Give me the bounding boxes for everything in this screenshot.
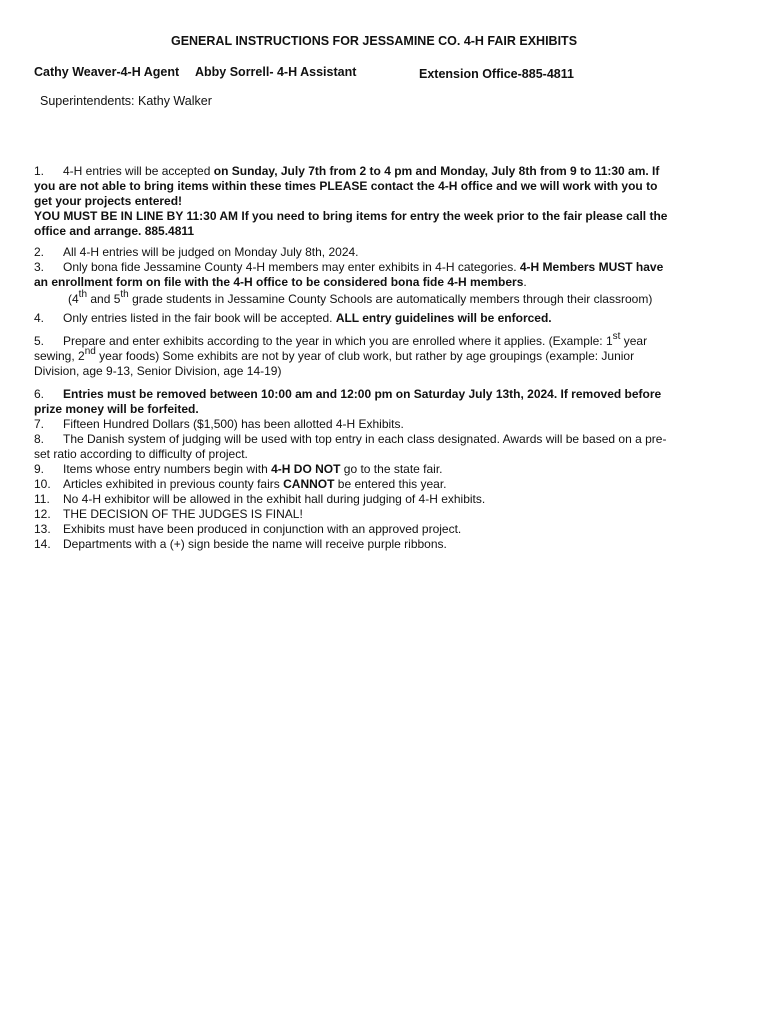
instruction-5: 5. Prepare and enter exhibits according to the year in which you are enrolled where it applies. (Example: 1st year sewing, 2nd year foods) Some exhibits are not by year of club work, but rather by age groupings (example: Junior Division, age 9-13, Senior Division, age 14-19) xyxy=(34,331,648,378)
page-title: GENERAL INSTRUCTIONS FOR JESSAMINE CO. 4-H FAIR EXHIBITS xyxy=(170,34,578,48)
instruction-1: 1. 4-H entries will be accepted on Sunday, July 7th from 2 to 4 pm and Monday, July 8th from 9 to 11:30 am. If you are not able to bring items within these times PLEASE contact the 4-H office and we will work with you to get your projects entered! xyxy=(34,164,660,208)
agent-name: Cathy Weaver-4-H Agent xyxy=(34,65,180,79)
instruction-7: 7. Fifteen Hundred Dollars ($1,500) has been allotted 4-H Exhibits. xyxy=(34,417,404,431)
instruction-13: 13. Exhibits must have been produced in conjunction with an approved project. xyxy=(34,522,462,536)
office-phone: Extension Office-885-4811 xyxy=(419,67,574,81)
staff-row xyxy=(34,65,734,83)
instruction-10: 10. Articles exhibited in previous county fairs CANNOT be entered this year. xyxy=(34,477,447,491)
instruction-6: 6. Entries must be removed between 10:00 am and 12:00 pm on Saturday July 13th, 2024. If removed before prize money will be forfeited. xyxy=(34,387,662,416)
instruction-9: 9. Items whose entry numbers begin with 4-H DO NOT go to the state fair. xyxy=(34,462,443,476)
instruction-11: 11. No 4-H exhibitor will be allowed in the exhibit hall during judging of 4-H exhibits. xyxy=(34,492,486,506)
instruction-4: 4. Only entries listed in the fair book will be accepted. ALL entry guidelines will be enforced. xyxy=(34,311,552,325)
instruction-12: 12. THE DECISION OF THE JUDGES IS FINAL! xyxy=(34,507,303,521)
instruction-3-note: (4th and 5th grade students in Jessamine County Schools are automatically members through their classroom) xyxy=(68,289,653,306)
instruction-14: 14. Departments with a (+) sign beside the name will receive purple ribbons. xyxy=(34,537,447,551)
instructions-list xyxy=(34,164,670,552)
instruction-2: 2. All 4-H entries will be judged on Monday July 8th, 2024. xyxy=(34,245,359,259)
superintendents: Superintendents: Kathy Walker xyxy=(40,94,212,108)
item-number: 1. xyxy=(34,164,45,178)
assistant-name: Abby Sorrell- 4-H Assistant xyxy=(195,65,357,79)
instruction-1-deadline: YOU MUST BE IN LINE BY 11:30 AM If you need to bring items for entry the week prior to the fair please call the office and arrange. 885.4811 xyxy=(34,209,668,238)
instruction-3: 3. Only bona fide Jessamine County 4-H members may enter exhibits in 4-H categories. 4-H Members MUST have an enrollment form on file with the 4-H office to be considered bona fide 4-H members. xyxy=(34,260,664,289)
instruction-8: 8. The Danish system of judging will be used with top entry in each class designated. Awards will be based on a pre-set ratio according to difficulty of project. xyxy=(34,432,667,461)
